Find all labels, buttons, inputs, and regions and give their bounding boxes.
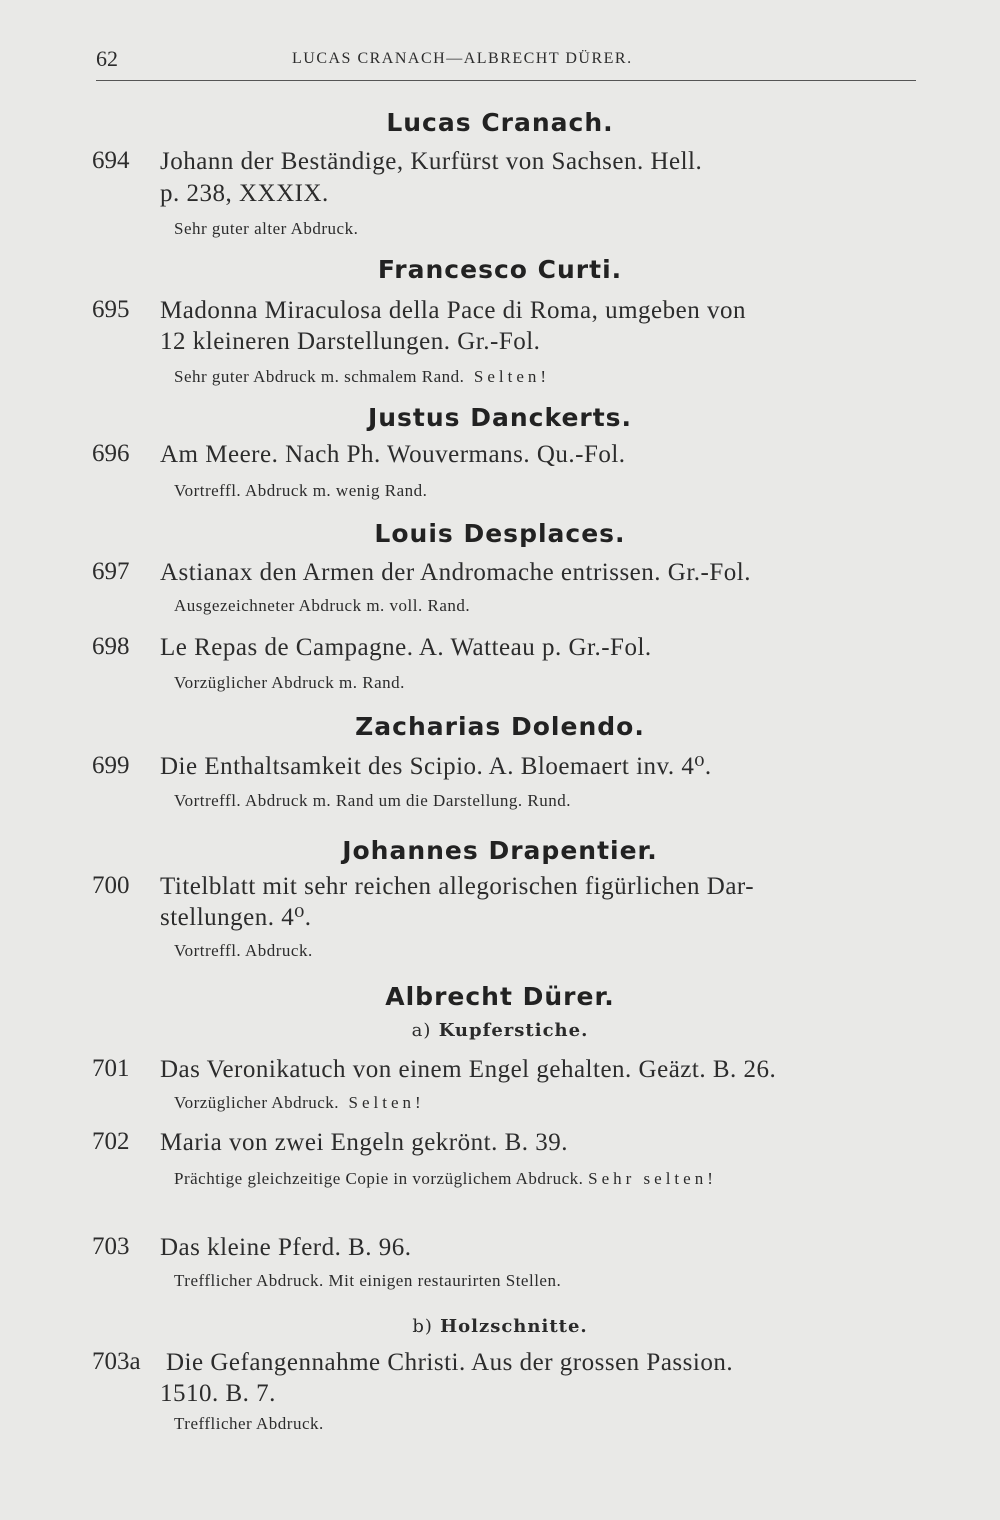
entry-700-note: Vortreffl. Abdruck. bbox=[174, 941, 313, 960]
entry-697-title: Astianax den Armen der Andromache entrissen. Gr.-Fol. bbox=[160, 559, 751, 586]
entry-698-title: Le Repas de Campagne. A. Watteau p. Gr.-Fol. bbox=[160, 634, 652, 661]
entry-number-697: 697 bbox=[92, 558, 130, 585]
artist-heading-drapentier: Johannes Drapentier. bbox=[342, 836, 658, 865]
header-rule bbox=[96, 80, 916, 81]
entry-703-note: Trefflicher Abdruck. Mit einigen restaurirten Stellen. bbox=[174, 1271, 562, 1290]
entry-694-title-cont: p. 238, XXXIX. bbox=[160, 180, 329, 207]
entry-number-694: 694 bbox=[92, 147, 130, 174]
entry-700-title: Titelblatt mit sehr reichen allegorischen figürlichen Dar- bbox=[160, 873, 755, 900]
artist-heading-danckerts: Justus Danckerts. bbox=[367, 403, 633, 432]
subheading-woodcuts: b) Holzschnitte. bbox=[412, 1316, 588, 1337]
artist-heading-desplaces: Louis Desplaces. bbox=[374, 519, 626, 548]
entry-number-699: 699 bbox=[92, 752, 130, 779]
entry-703a-note: Trefflicher Abdruck. bbox=[174, 1414, 324, 1433]
entry-698-note: Vorzüglicher Abdruck m. Rand. bbox=[174, 673, 405, 692]
entry-697-note: Ausgezeichneter Abdruck m. voll. Rand. bbox=[174, 596, 471, 615]
entry-695-note: Sehr guter Abdruck m. schmalem Rand. Selten! bbox=[174, 367, 551, 386]
entry-number-695: 695 bbox=[92, 296, 130, 323]
entry-number-696: 696 bbox=[92, 440, 130, 467]
entry-694-note: Sehr guter alter Abdruck. bbox=[174, 219, 359, 238]
entry-702-note: Prächtige gleichzeitige Copie in vorzüglichem Abdruck. Sehr selten! bbox=[174, 1169, 717, 1188]
page-number: 62 bbox=[96, 46, 118, 71]
entry-700-title-cont: stellungen. 4⁰. bbox=[160, 904, 312, 931]
entry-703-title: Das kleine Pferd. B. 96. bbox=[160, 1234, 412, 1261]
entry-number-702: 702 bbox=[92, 1128, 130, 1155]
entry-703a-title: Die Gefangennahme Christi. Aus der grossen Passion. bbox=[166, 1349, 734, 1376]
running-title: LUCAS CRANACH—ALBRECHT DÜRER. bbox=[292, 50, 633, 67]
entry-696-title: Am Meere. Nach Ph. Wouvermans. Qu.-Fol. bbox=[160, 441, 626, 468]
entry-number-700: 700 bbox=[92, 872, 130, 899]
entry-701-title: Das Veronikatuch von einem Engel gehalten. Geäzt. B. 26. bbox=[160, 1056, 777, 1083]
entry-number-701: 701 bbox=[92, 1055, 130, 1082]
entry-703a-title-cont: 1510. B. 7. bbox=[160, 1380, 276, 1407]
entry-695-title: Madonna Miraculosa della Pace di Roma, umgeben von bbox=[160, 297, 746, 324]
artist-heading-curti: Francesco Curti. bbox=[377, 255, 623, 284]
artist-heading-duerer: Albrecht Dürer. bbox=[385, 982, 615, 1011]
artist-heading-cranach: Lucas Cranach. bbox=[386, 108, 614, 137]
entry-694-title: Johann der Beständige, Kurfürst von Sachsen. Hell. bbox=[160, 148, 703, 175]
entry-number-698: 698 bbox=[92, 633, 130, 660]
entry-699-note: Vortreffl. Abdruck m. Rand um die Darstellung. Rund. bbox=[174, 791, 571, 810]
entry-699-title: Die Enthaltsamkeit des Scipio. A. Bloemaert inv. 4⁰. bbox=[160, 753, 712, 780]
entry-number-703: 703 bbox=[92, 1233, 130, 1260]
artist-heading-dolendo: Zacharias Dolendo. bbox=[355, 712, 645, 741]
entry-695-title-cont: 12 kleineren Darstellungen. Gr.-Fol. bbox=[160, 328, 541, 355]
entry-702-title: Maria von zwei Engeln gekrönt. B. 39. bbox=[160, 1129, 568, 1156]
subheading-engravings: a) Kupferstiche. bbox=[411, 1020, 589, 1041]
entry-701-note: Vorzüglicher Abdruck. Selten! bbox=[174, 1093, 425, 1112]
entry-696-note: Vortreffl. Abdruck m. wenig Rand. bbox=[174, 481, 428, 500]
entry-number-703a: 703a bbox=[92, 1348, 141, 1375]
